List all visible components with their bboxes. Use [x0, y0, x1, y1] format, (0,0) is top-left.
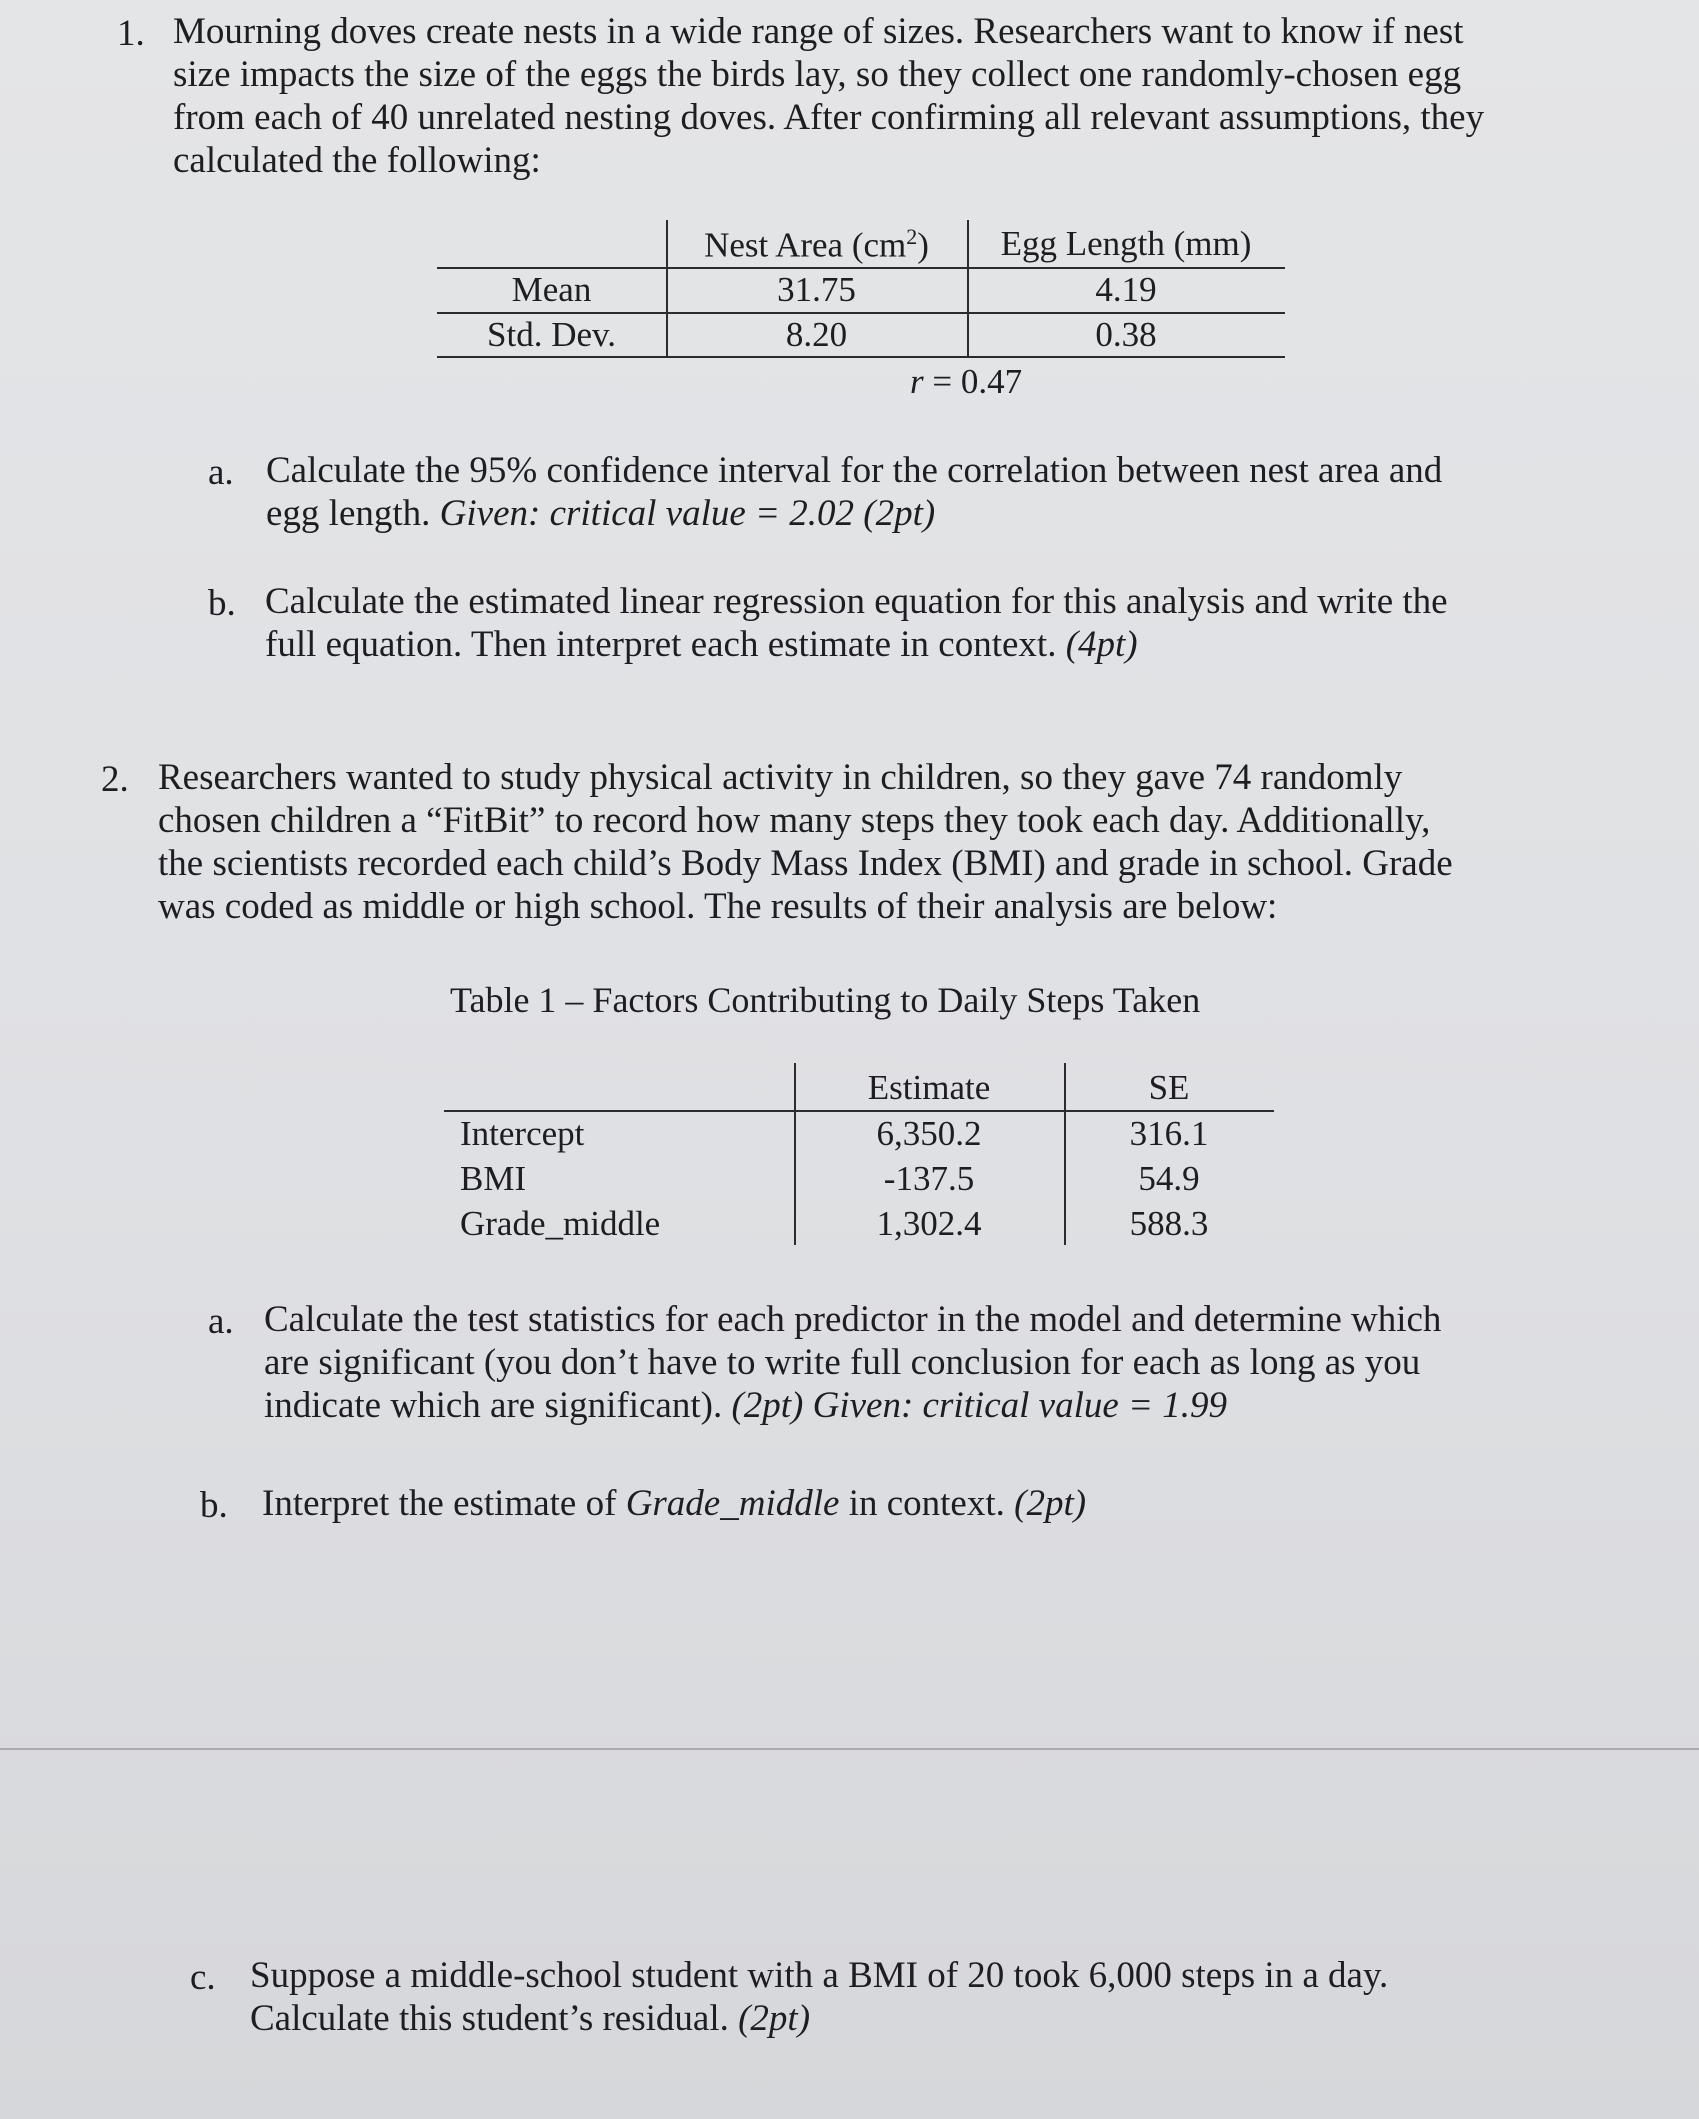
q2-part-c-text: [250, 1954, 1388, 2040]
q1b-line-2-italic: (4pt): [1065, 624, 1138, 665]
q2a-line-3: [264, 1384, 1441, 1427]
q1-part-a-letter: a.: [208, 452, 234, 493]
q2b-italic-1: Grade_middle: [625, 1483, 840, 1524]
header-nest-area: Nest Area $(cm^2)$: [704, 224, 929, 265]
q1a-line-1: Calculate the 95% confidence interval for the correlation between nest area and: [266, 450, 1443, 491]
question-2-number: 2.: [101, 759, 129, 800]
cell-intercept-se: 316.1: [1129, 1114, 1209, 1153]
cell-mean-nest-area: 31.75: [777, 270, 856, 309]
q2-line-3: the scientists recorded each child’s Body Mass Index (BMI) and grade in school. Grade: [158, 843, 1453, 884]
table-rule: [437, 356, 1285, 358]
q1-line-1: Mourning doves create nests in a wide range of sizes. Researchers want to know if nest: [173, 11, 1464, 52]
cell-mean-egg-length: 4.19: [1095, 270, 1157, 309]
cell-intercept-estimate: 6,350.2: [876, 1114, 982, 1153]
cell-grade-middle-se: 588.3: [1129, 1204, 1209, 1243]
table-rule: [444, 1110, 1274, 1112]
q2-part-a-letter: a.: [208, 1301, 234, 1342]
q2b-plain-1: Interpret the estimate of: [262, 1483, 626, 1524]
header-egg-length: Egg Length (mm): [1000, 224, 1252, 263]
cell-sd-nest-area: 8.20: [785, 315, 848, 354]
q2c-line-2: [250, 1997, 1388, 2040]
q2-part-b-letter: b.: [200, 1485, 228, 1526]
row-label-intercept: Intercept: [460, 1114, 585, 1153]
correlation-value: [910, 362, 1022, 402]
header-estimate: Estimate: [867, 1068, 991, 1107]
q2c-line-1: Suppose a middle-school student with a BMI of 20 took 6,000 steps in a day.: [250, 1955, 1389, 1996]
table-rule: [437, 267, 1285, 269]
q1-line-2: size impacts the size of the eggs the birds lay, so they collect one randomly-chosen egg: [173, 54, 1462, 95]
correlation-symbol: r: [910, 362, 924, 401]
q1-part-b-text: [265, 580, 1448, 666]
cell-bmi-se: 54.9: [1138, 1159, 1200, 1198]
question-1-text: [173, 10, 1484, 182]
q1a-line-2-italic: Given: critical value = 2.02 (2pt): [439, 493, 936, 534]
q2c-line-2-italic: (2pt): [738, 1998, 811, 2039]
row-label-grade-middle: Grade_middle: [460, 1204, 661, 1243]
row-label-bmi: BMI: [460, 1159, 527, 1198]
row-label-mean: Mean: [511, 270, 592, 309]
q2-part-a-text: [264, 1298, 1441, 1427]
q2b-italic-2: (2pt): [1014, 1483, 1087, 1524]
cell-bmi-estimate: -137.5: [883, 1159, 975, 1198]
q2-part-b-text: [262, 1482, 1086, 1525]
dove-summary-table: [437, 220, 1285, 360]
q2-part-c-letter: c.: [190, 1957, 216, 1998]
q2-line-1: Researchers wanted to study physical activity in children, so they gave 74 randomly: [158, 757, 1403, 798]
q1-line-4: calculated the following:: [173, 140, 541, 181]
table-caption: Table 1 – Factors Contributing to Daily Steps Taken: [450, 980, 1201, 1020]
q2a-line-2: are significant (you don’t have to write full conclusion for each as long as you: [264, 1342, 1421, 1383]
cell-grade-middle-estimate: 1,302.4: [876, 1204, 982, 1243]
q2-line-4: was coded as middle or high school. The results of their analysis are below:: [158, 886, 1278, 927]
q1b-line-2: [265, 623, 1448, 666]
q2a-line-3-plain: indicate which are significant).: [264, 1385, 732, 1426]
question-2-text: [158, 756, 1453, 928]
q1-part-b-letter: b.: [208, 583, 236, 624]
page-fold-line: [0, 1748, 1699, 1750]
q1a-line-2-plain: egg length.: [266, 493, 440, 534]
q2-line-2: chosen children a “FitBit” to record how many steps they took each day. Additionally,: [158, 800, 1431, 841]
regression-table: [444, 1063, 1274, 1249]
q1b-line-1: Calculate the estimated linear regression equation for this analysis and write the: [265, 581, 1448, 622]
question-1-number: 1.: [117, 13, 145, 54]
q2c-line-2-plain: Calculate this student’s residual.: [250, 1998, 739, 2039]
q2b-plain-2: in context.: [839, 1483, 1015, 1524]
q1-part-a-text: [266, 449, 1442, 535]
q2a-line-1: Calculate the test statistics for each predictor in the model and determine which: [264, 1299, 1442, 1340]
table-rule: [437, 312, 1285, 314]
q1-line-3: from each of 40 unrelated nesting doves. After confirming all relevant assumptions, they: [173, 97, 1485, 138]
q2a-line-3-italic: (2pt) Given: critical value = 1.99: [731, 1385, 1227, 1426]
q1b-line-2-plain: full equation. Then interpret each estimate in context.: [265, 624, 1066, 665]
header-se: SE: [1148, 1068, 1190, 1107]
cell-sd-egg-length: 0.38: [1095, 315, 1157, 354]
correlation-number: = 0.47: [923, 362, 1023, 401]
row-label-std-dev: Std. Dev.: [487, 315, 616, 354]
q1a-line-2: [266, 492, 1442, 535]
